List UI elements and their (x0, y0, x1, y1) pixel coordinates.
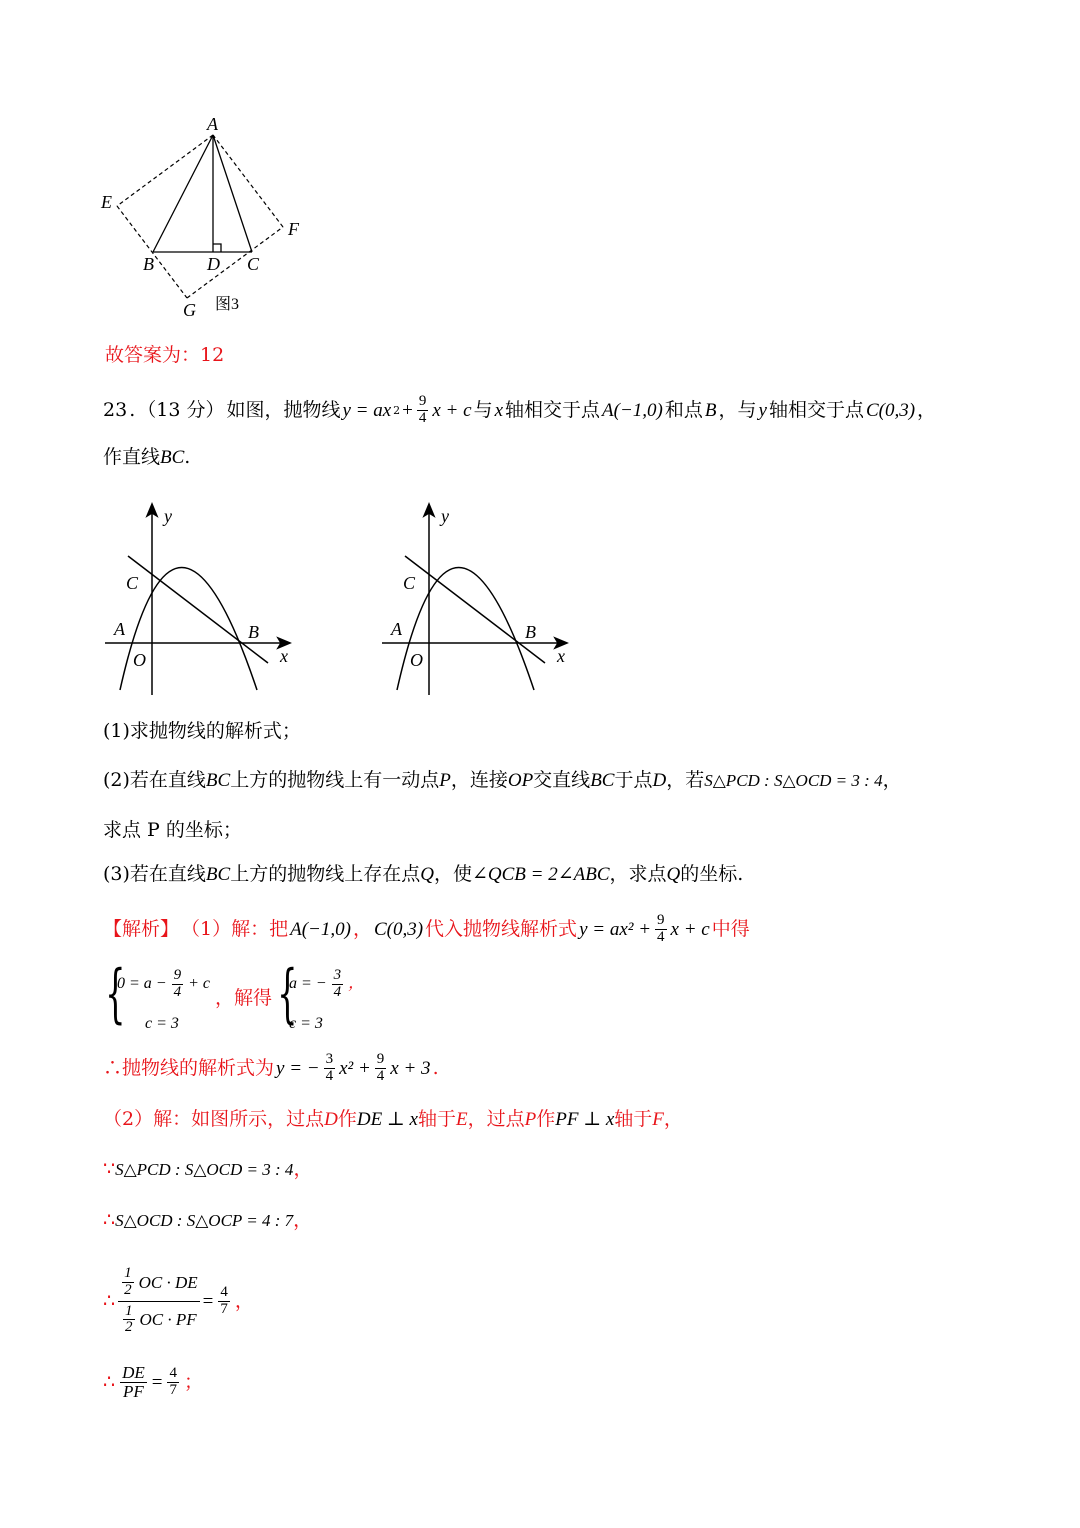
label-f: F (288, 219, 299, 239)
question-3: (3)若在直线BC上方的抛物线上存在点Q，使∠QCB = 2∠ABC，求点Q的坐标. (103, 863, 744, 885)
label-b: B (143, 254, 154, 274)
solve-text: ，解得 (215, 987, 273, 1009)
solution-result: ∴抛物线的解析式为 y = − $\frac{3}{4}$ x² + $\frac{9}{4}$ x + 3 . (103, 1051, 439, 1084)
figure-caption: 图3 (215, 296, 240, 313)
solution-tag: 【解析】 (103, 917, 180, 940)
edge-ac (213, 135, 252, 252)
svg-text:B: B (525, 622, 536, 642)
svg-text:O: O (410, 650, 423, 670)
svg-text:O: O (133, 650, 146, 670)
label-c: C (247, 254, 260, 274)
therefore-line-2: ∴ $\frac{1}{2}$ OC · DE $\frac{1}{2}$ OC · PF = $\frac{4}{7}$ ， (103, 1265, 254, 1336)
therefore-line-1: ∴S△OCD : S△OCP = 4 : 7， (103, 1209, 313, 1231)
graph-right (377, 500, 577, 700)
svg-text:A: A (391, 619, 402, 639)
svg-text:x: x (280, 646, 288, 666)
problem-number: 23 (103, 398, 128, 421)
label-d: D (207, 254, 220, 274)
problem-23-line1: 23 . （13 分） 如图，抛物线 y = ax 2 + $\frac{9}{4}$ x + c 与 x 轴相交于点 A(−1,0) 和点 B ，与 y 轴相交于点 C(0,3) ， (103, 393, 937, 426)
because-line: ∵S△PCD : S△OCD = 3 : 4， (103, 1158, 313, 1180)
label-g: G (183, 300, 196, 320)
solution-part2: （2）解：如图所示，过点D作DE ⊥ x轴于E，过点P作PF ⊥ x轴于F， (103, 1108, 683, 1130)
question-2-line1: (2)若在直线BC上方的抛物线上有一动点P，连接OP交直线BC于点D，若S△PCD : S△OCD = 3 : 4， (103, 769, 902, 791)
equation-system-2: { a = − $\frac{3}{4}$ ， c = 3 (277, 957, 365, 1032)
equation-system-1: { 0 = a − $\frac{9}{4}$ + c c = 3 (105, 957, 210, 1032)
label-e: E (101, 192, 112, 212)
svg-text:x: x (557, 646, 565, 666)
problem-23-line2: 作直线BC. (103, 446, 191, 468)
graph-left (100, 500, 300, 700)
right-angle-mark (213, 244, 221, 252)
question-2-line2: 求点 P 的坐标； (103, 819, 242, 841)
solution-part1: 【解析】 （1）解：把 A(−1,0) ， C(0,3) 代入抛物线解析式 y = ax² + $\frac{9}{4}$ x + c 中得 (103, 912, 750, 945)
therefore-line-3: ∴ $\frac{DE}{PF}$ = $\frac{4}{7}$ ； (103, 1363, 203, 1401)
svg-text:C: C (403, 573, 416, 593)
svg-text:A: A (114, 619, 125, 639)
label-a: A (207, 114, 218, 134)
svg-text:C: C (126, 573, 139, 593)
figure-3 (95, 110, 325, 325)
svg-text:B: B (248, 622, 259, 642)
svg-text:y: y (164, 506, 172, 526)
svg-text:y: y (441, 506, 449, 526)
edge-ab (153, 135, 213, 252)
question-1: (1)求抛物线的解析式； (103, 720, 301, 742)
problem-score: （13 分） (137, 398, 225, 421)
answer-line: 故答案为：12 (105, 344, 225, 366)
